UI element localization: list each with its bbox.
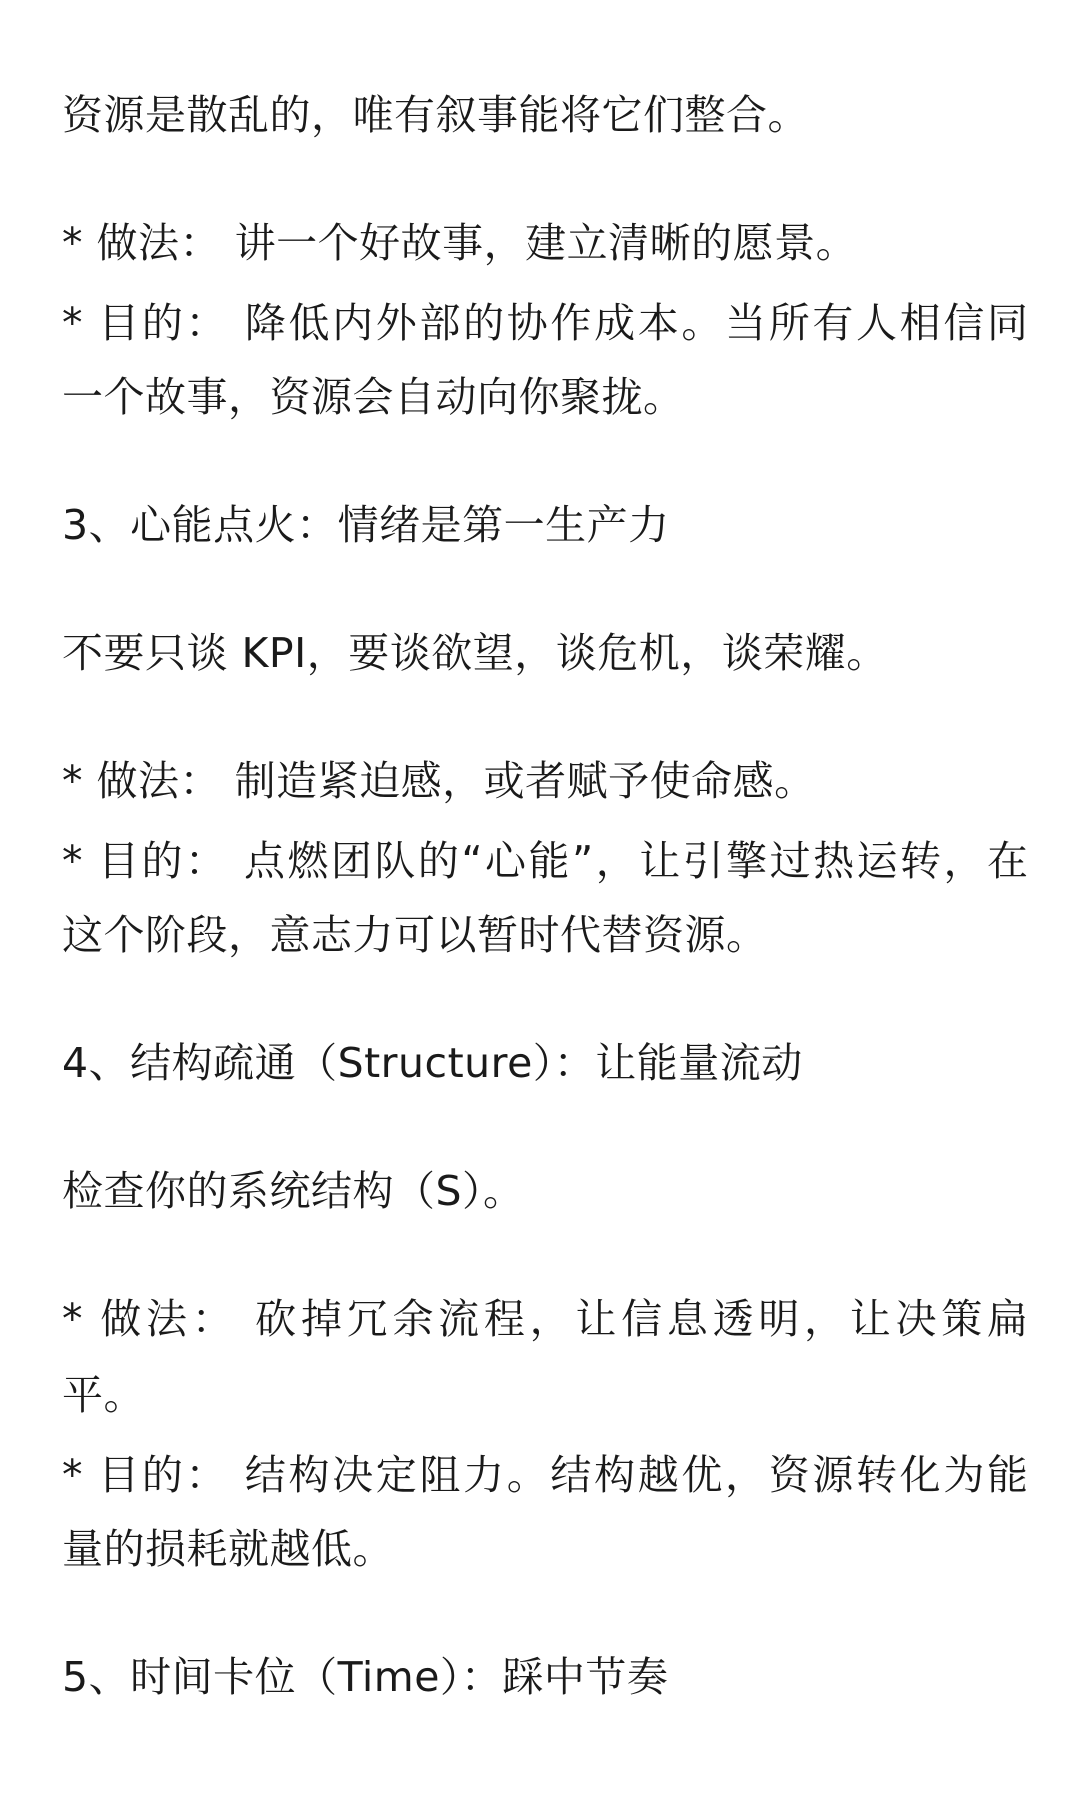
bullet-purpose-narrative-line2: 一个故事，资源会自动向你聚拢。 (62, 373, 685, 421)
bullet-purpose-energy-line1: * 目的： 点燃团队的“心能”，让引擎过热运转，在 (62, 837, 1028, 885)
bullet-purpose-structure-line2: 量的损耗就越低。 (62, 1525, 394, 1573)
bullet-method-structure-line1: * 做法： 砍掉冗余流程，让信息透明，让决策扁 (62, 1295, 1028, 1343)
bullet-purpose-narrative-line1: * 目的： 降低内外部的协作成本。当所有人相信同 (62, 299, 1028, 347)
bullet-purpose-structure-line1: * 目的： 结构决定阻力。结构越优，资源转化为能 (62, 1451, 1028, 1499)
paragraph-structure-check: 检查你的系统结构（S）。 (62, 1167, 525, 1215)
section-heading-5: 5、时间卡位（Time）：踩中节奏 (62, 1653, 669, 1701)
section-heading-4: 4、结构疏通（Structure）：让能量流动 (62, 1039, 803, 1087)
article-body (62, 0, 1032, 1800)
bullet-purpose-energy-line2: 这个阶段，意志力可以暂时代替资源。 (62, 911, 768, 959)
paragraph-kpi: 不要只谈 KPI，要谈欲望，谈危机，谈荣耀。 (62, 629, 888, 677)
bullet-method-narrative: * 做法： 讲一个好故事，建立清晰的愿景。 (62, 219, 858, 267)
bullet-method-urgency: * 做法： 制造紧迫感，或者赋予使命感。 (62, 757, 816, 805)
paragraph-intro: 资源是散乱的，唯有叙事能将它们整合。 (62, 91, 809, 139)
bullet-method-structure-line2: 平。 (62, 1371, 145, 1419)
section-heading-3: 3、心能点火：情绪是第一生产力 (62, 501, 670, 549)
